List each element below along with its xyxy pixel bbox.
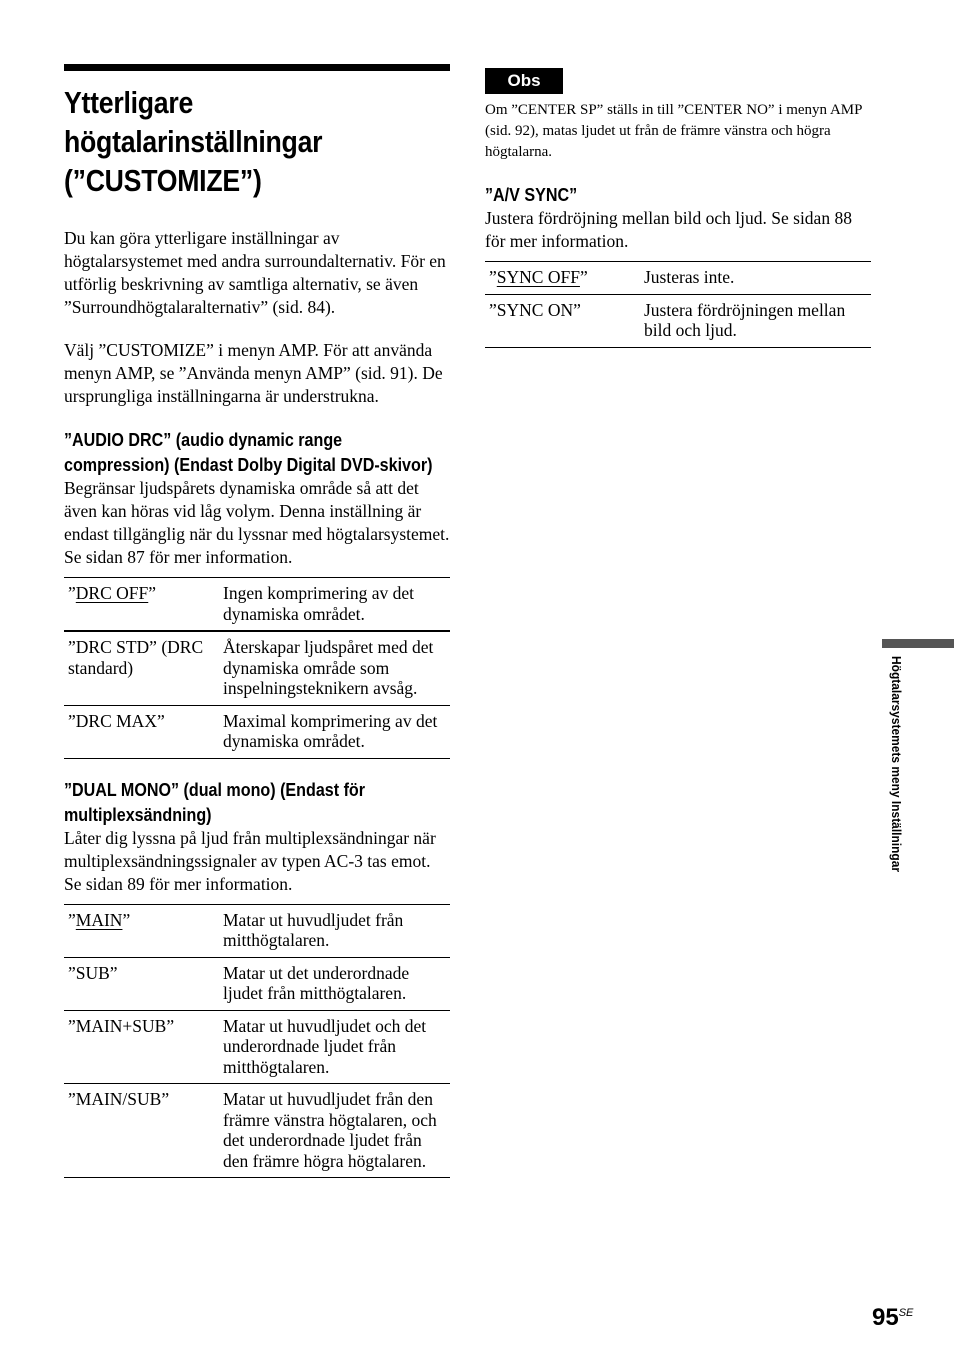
left-column [64, 64, 450, 1178]
table-row [64, 578, 450, 632]
option-key: ”DRC OFF” [64, 578, 223, 632]
option-description: Återskapar ljudspåret med det dynamiska område som inspelningsteknikern avsåg. [223, 631, 450, 705]
option-description: Matar ut det underordnade ljudet från mitthögtalaren. [223, 957, 450, 1010]
default-option: SYNC OFF [496, 267, 580, 287]
intro-paragraph-2: Välj ”CUSTOMIZE” i menyn AMP. För att använda menyn AMP, se ”Använda menyn AMP” (sid. 91). De ursprungliga inställningarna är understrukna. [64, 340, 443, 406]
table-row [64, 1010, 450, 1084]
table-row [64, 705, 450, 758]
av-sync-body: Justera fördröjning mellan bild och ljud. Se sidan 88 för mer information. [485, 208, 852, 251]
right-column [485, 68, 871, 348]
option-key: ”SUB” [64, 957, 223, 1010]
option-key: ”MAIN” [64, 904, 223, 957]
option-description: Matar ut huvudljudet och det underordnade ljudet från mitthögtalaren. [223, 1010, 450, 1084]
dual-mono-heading: ”DUAL MONO” (dual mono) (Endast för multiplexsändning) [64, 778, 366, 825]
option-key: ”DRC MAX” [64, 705, 223, 758]
page-number: $95^{SE}$ [872, 1304, 914, 1331]
page-suffix: SE [898, 1307, 914, 1319]
av-sync-table [485, 261, 871, 348]
table-row [64, 957, 450, 1010]
table-row [485, 262, 871, 295]
option-key: ”SYNC ON” [485, 294, 644, 347]
option-description: Justera fördröjningen mellan bild och ljud. [644, 294, 871, 347]
table-row [64, 904, 450, 957]
table-row [64, 1084, 450, 1178]
option-description: Justeras inte. [644, 262, 871, 295]
option-key: ”DRC STD” (DRC standard) [64, 631, 223, 705]
option-description: Matar ut huvudljudet från den främre vänstra högtalaren, och det underordnade ljudet från den främre högra högtalaren. [223, 1084, 450, 1178]
option-key: ”MAIN+SUB” [64, 1010, 223, 1084]
intro-paragraph-1: Du kan göra ytterligare inställningar av högtalarsystemet med andra surroundalternativ. För en utförlig beskrivning av samtliga alternativ, se även ”Surroundhögtalaralternativ” (sid. 84). [64, 228, 446, 317]
dual-mono-table [64, 904, 450, 1179]
default-option: MAIN [75, 909, 123, 930]
dual-mono-body: Låter dig lyssna på ljud från multiplexsändningar när multiplexsändningssignaler av typen AC-3 tas emot. Se sidan 89 för mer information. [64, 827, 436, 894]
audio-drc-table [64, 577, 450, 759]
audio-drc-heading: ”AUDIO DRC” (audio dynamic range compression) (Endast Dolby Digital DVD-skivor) [64, 429, 433, 475]
table-row [64, 631, 450, 705]
option-description: Matar ut huvudljudet från mitthögtalaren. [223, 904, 450, 957]
audio-drc-body: Begränsar ljudspårets dynamiska område så att det även kan höras vid låg volym. Denna inställning är endast tillgänglig när du lyssnar med högtalarsystemet. Se sidan 87 för mer information. [64, 478, 450, 567]
default-option: DRC OFF [75, 583, 149, 603]
option-description: Maximal komprimering av det dynamiska området. [223, 705, 450, 758]
table-row [485, 294, 871, 347]
side-section-label: Högtalarsystemets meny Inställningar [889, 656, 904, 873]
option-description: Ingen komprimering av det dynamiska området. [223, 578, 450, 632]
title-rule [64, 64, 450, 71]
av-sync-heading: ”A/V SYNC” [485, 184, 578, 205]
section-tab-marker [882, 639, 954, 648]
page-title: Ytterligare högtalarinställningar (”CUSTOMIZE”) [64, 85, 323, 198]
option-key: ”SYNC OFF” [485, 262, 644, 295]
option-key: ”MAIN/SUB” [64, 1084, 223, 1178]
obs-note: Om ”CENTER SP” ställs in till ”CENTER NO” i menyn AMP (sid. 92), matas ljudet ut från de främre vänstra och högra högtalarna. [485, 102, 862, 160]
obs-badge: Obs [485, 68, 563, 94]
